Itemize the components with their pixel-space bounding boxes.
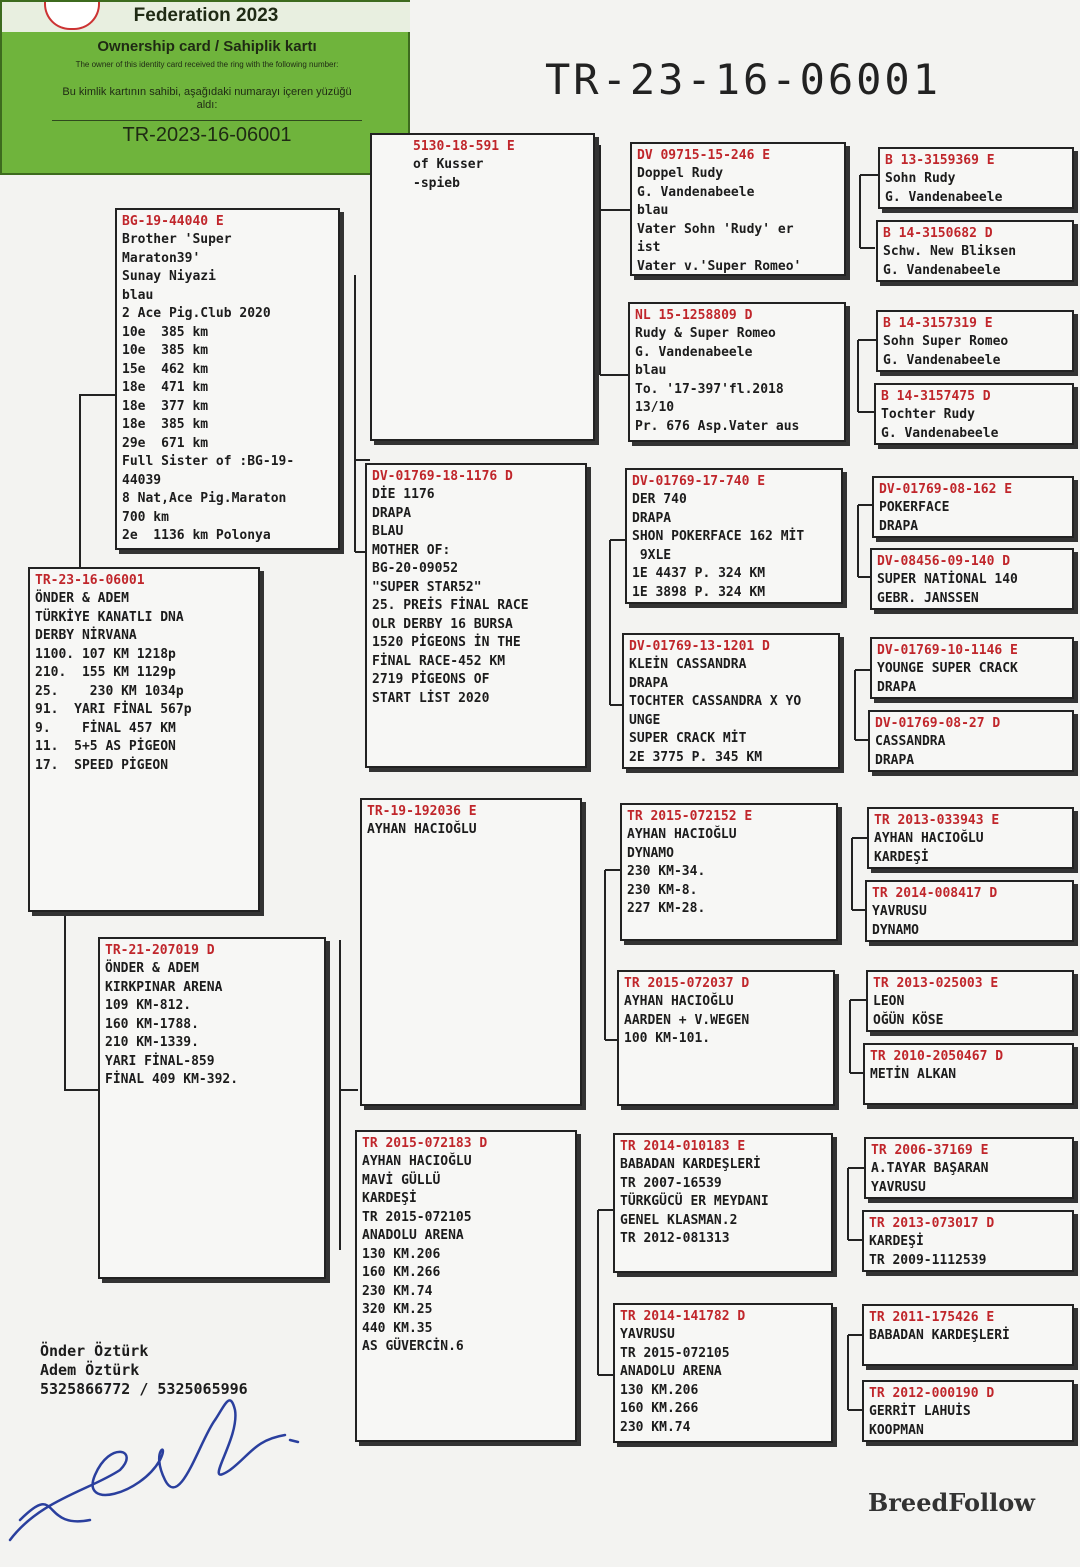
- box-line: Sohn Rudy: [885, 171, 956, 186]
- federation-logo-icon: [44, 2, 100, 30]
- box-line: DRAPA: [632, 510, 672, 526]
- box-line: TÜRKGÜCÜ ER MEYDANI: [620, 1194, 769, 1209]
- box-line: UNGE: [629, 712, 661, 728]
- box-line: 227 KM-28.: [627, 901, 706, 916]
- box-line: ÖNDER & ADEM: [105, 961, 199, 976]
- box-line: G. Vandenabeele: [637, 184, 755, 200]
- box-line: of Kusser: [413, 157, 484, 172]
- box-line: 2 Ace Pig.Club 2020: [122, 306, 271, 321]
- box-line: AYHAN HACIOĞLU: [624, 994, 734, 1009]
- pedigree-box-dam: [98, 937, 326, 1279]
- ring-number: DV-01769-18-1176 D: [372, 469, 513, 484]
- box-line: 1E 4437 P. 324 KM: [632, 566, 766, 581]
- box-line: YARI FİNAL-859: [105, 1053, 215, 1069]
- ring-number: DV-01769-17-740 E: [632, 474, 766, 489]
- box-line: Brother 'Super: [122, 232, 232, 247]
- ring-number: TR 2013-033943 E: [874, 813, 1000, 828]
- ring-number: B 14-3157475 D: [881, 389, 991, 404]
- ring-number: DV-01769-08-27 D: [875, 716, 1001, 731]
- pedigree-box-gen5-4: [874, 383, 1074, 445]
- box-line: BABADAN KARDEŞLERİ: [869, 1328, 1010, 1343]
- ring-number: DV-01769-10-1146 E: [877, 643, 1018, 658]
- box-line: 13/10: [635, 400, 675, 415]
- box-line: Full Sister of :BG-19-: [122, 454, 295, 469]
- pedigree-box-gen4-8: [613, 1303, 833, 1443]
- ring-number: B 13-3159369 E: [885, 153, 995, 168]
- box-line: YOUNGE SUPER CRACK: [877, 661, 1018, 676]
- owner-name-1: Önder Öztürk: [40, 1342, 149, 1360]
- federation-header: [2, 2, 410, 32]
- ring-number: TR 2015-072152 E: [627, 809, 753, 824]
- box-line: 130 KM.206: [362, 1246, 441, 1262]
- box-line: "SUPER STAR52": [372, 579, 482, 595]
- ring-number: TR-23-16-06001: [35, 573, 145, 588]
- pedigree-box-gen5-7: [870, 637, 1074, 699]
- box-line: 9XLE: [632, 547, 672, 563]
- card-ring-number: TR-2023-16-06001: [52, 120, 362, 147]
- box-line: DERBY NİRVANA: [35, 628, 137, 643]
- box-line: G. Vandenabeele: [885, 189, 1003, 205]
- pedigree-box-gen5-16: [862, 1380, 1074, 1442]
- pedigree-box-gen5-9: [867, 807, 1074, 869]
- box-line: DRAPA: [875, 752, 915, 768]
- box-line: OĞÜN KÖSE: [873, 1012, 944, 1028]
- box-line: YAVRUSU: [872, 904, 927, 919]
- box-line: 9. FİNAL 457 KM: [35, 720, 176, 736]
- box-line: DER 740: [632, 492, 687, 507]
- box-line: ÖNDER & ADEM: [35, 591, 129, 606]
- box-line: 18e 471 km: [122, 380, 209, 395]
- ring-number: TR 2013-025003 E: [873, 976, 999, 991]
- box-line: TÜRKİYE KANATLI DNA: [35, 609, 184, 625]
- pedigree-box-gen5-8: [868, 710, 1074, 772]
- box-line: DİE 1176: [372, 487, 435, 502]
- ring-number: TR 2010-2050467 D: [870, 1049, 1004, 1064]
- pedigree-box-gen5-11: [866, 970, 1074, 1032]
- box-line: BLAU: [372, 524, 404, 539]
- owner-name-2: Adem Öztürk: [40, 1361, 140, 1379]
- pedigree-box-gen5-10: [865, 880, 1074, 942]
- box-line: 130 KM.206: [620, 1382, 699, 1398]
- box-line: 11. 5+5 AS PİGEON: [35, 739, 176, 754]
- box-line: START LİST 2020: [372, 690, 490, 706]
- box-line: TR 2012-081313: [620, 1231, 730, 1246]
- pedigree-box-gen4-1: [630, 142, 846, 276]
- box-line: 10e 385 km: [122, 324, 209, 340]
- ring-number: DV-01769-08-162 E: [879, 482, 1013, 497]
- box-line: YAVRUSU: [871, 1179, 926, 1195]
- box-line: LEON: [873, 994, 905, 1009]
- pedigree-box-gen5-15: [862, 1304, 1074, 1366]
- pedigree-box-gen5-1: [878, 147, 1074, 209]
- box-line: KIRKPINAR ARENA: [105, 979, 223, 995]
- box-line: TR 2015-072105: [362, 1209, 472, 1225]
- box-line: ANADOLU ARENA: [620, 1364, 722, 1379]
- box-line: Sunay Niyazi: [122, 269, 216, 284]
- box-line: 29e 671 km: [122, 435, 209, 451]
- pedigree-box-gen4-5: [620, 803, 838, 941]
- ownership-card: [0, 0, 410, 175]
- box-line: 100 KM-101.: [624, 1031, 711, 1046]
- ring-number: TR 2014-010183 E: [620, 1139, 746, 1154]
- box-line: AYHAN HACIOĞLU: [362, 1154, 472, 1169]
- box-line: GERRİT LAHUİS: [869, 1404, 971, 1419]
- box-line: 700 km: [122, 509, 169, 525]
- box-line: MOTHER OF:: [372, 542, 451, 558]
- box-line: 2E 3775 P. 345 KM: [629, 749, 763, 765]
- box-line: MAVİ GÜLLÜ: [362, 1172, 441, 1188]
- box-line: ANADOLU ARENA: [362, 1228, 464, 1243]
- box-line: AYHAN HACIOĞLU: [367, 822, 477, 837]
- box-line: DYNAMO: [872, 922, 919, 938]
- pedigree-box-gen5-13: [864, 1137, 1074, 1199]
- ring-number: BG-19-44040 E: [122, 214, 224, 229]
- ring-number: TR 2013-073017 D: [869, 1216, 995, 1231]
- signature-icon: [0, 1380, 320, 1560]
- card-owner-text-tr: Bu kimlik kartının sahibi, aşağıdaki numarayı içeren yüzüğü aldı:: [62, 86, 352, 111]
- box-line: KARDEŞİ: [874, 849, 929, 865]
- box-line: A.TAYAR BAŞARAN: [871, 1161, 989, 1176]
- ring-number: DV-08456-09-140 D: [877, 554, 1011, 569]
- box-line: blau: [635, 363, 667, 378]
- pedigree-box-sire: [115, 208, 340, 550]
- box-line: 2719 PİGEONS OF: [372, 672, 490, 687]
- box-line: 210 KM-1339.: [105, 1035, 199, 1050]
- box-line: Doppel Rudy: [637, 166, 724, 181]
- ring-number: DV-01769-13-1201 D: [629, 639, 770, 654]
- box-line: ist: [637, 240, 661, 255]
- box-line: SUPER CRACK MİT: [629, 731, 747, 746]
- ring-number: TR 2012-000190 D: [869, 1386, 995, 1401]
- box-line: 10e 385 km: [122, 343, 209, 358]
- box-line: 91. YARI FİNAL 567p: [35, 702, 192, 717]
- pedigree-box-gen4-6: [617, 970, 835, 1106]
- ring-number: DV 09715-15-246 E: [637, 148, 771, 163]
- ring-number: NL 15-1258809 D: [635, 308, 753, 323]
- box-line: AS GÜVERCİN.6: [362, 1339, 464, 1354]
- box-line: G. Vandenabeele: [883, 262, 1001, 278]
- ring-number: TR 2006-37169 E: [871, 1143, 989, 1158]
- box-line: blau: [122, 287, 154, 303]
- box-line: Pr. 676 Asp.Vater aus: [635, 418, 800, 434]
- ring-number: TR 2011-175426 E: [869, 1310, 995, 1325]
- box-line: Vater v.'Super Romeo': [637, 258, 802, 274]
- box-line: Maraton39': [122, 250, 201, 266]
- pedigree-box-gen5-2: [876, 220, 1074, 282]
- ring-number: 5130-18-591 E: [413, 139, 515, 154]
- box-line: FİNAL 409 KM-392.: [105, 1072, 239, 1087]
- ring-number: TR 2014-141782 D: [620, 1309, 746, 1324]
- box-line: FİNAL RACE-452 KM: [372, 653, 506, 669]
- box-line: 109 KM-812.: [105, 998, 192, 1013]
- ring-number: TR-21-207019 D: [105, 943, 215, 958]
- pedigree-box-gen5-6: [870, 548, 1074, 610]
- pedigree-box-gen5-5: [872, 476, 1074, 538]
- box-line: 230 KM.74: [620, 1419, 691, 1435]
- ring-number: TR 2015-072183 D: [362, 1136, 488, 1151]
- box-line: 25. PREİS FİNAL RACE: [372, 598, 529, 613]
- box-line: G. Vandenabeele: [635, 344, 753, 360]
- box-line: 230 KM.74: [362, 1283, 433, 1299]
- ring-number: B 14-3150682 D: [883, 226, 993, 241]
- pedigree-box-granddam-2: [355, 1130, 577, 1442]
- ring-number: B 14-3157319 E: [883, 316, 993, 331]
- box-line: OLR DERBY 16 BURSA: [372, 616, 513, 632]
- box-line: -spieb: [413, 175, 460, 191]
- box-line: METİN ALKAN: [870, 1067, 957, 1082]
- box-line: DRAPA: [877, 679, 917, 695]
- card-type: Ownership card / Sahiplik kartı: [97, 38, 317, 55]
- box-line: Rudy & Super Romeo: [635, 326, 776, 341]
- box-line: 8 Nat,Ace Pig.Maraton: [122, 491, 287, 506]
- ring-number: TR 2014-008417 D: [872, 886, 998, 901]
- box-line: 160 KM-1788.: [105, 1016, 199, 1032]
- box-line: DYNAMO: [627, 845, 674, 861]
- box-line: AYHAN HACIOĞLU: [874, 831, 984, 846]
- box-line: Sohn Super Romeo: [883, 334, 1009, 349]
- box-line: TR 2007-16539: [620, 1175, 722, 1191]
- box-line: YAVRUSU: [620, 1327, 675, 1342]
- box-line: TR 2009-1112539: [869, 1252, 987, 1268]
- box-line: 210. 155 KM 1129p: [35, 665, 176, 680]
- box-line: TR 2015-072105: [620, 1345, 730, 1361]
- box-line: AARDEN + V.WEGEN: [624, 1012, 750, 1028]
- box-line: 1520 PİGEONS İN THE: [372, 635, 521, 650]
- box-line: 160 KM.266: [362, 1265, 441, 1280]
- card-owner-text-en: The owner of this identity card received the ring with the following number:: [75, 60, 339, 69]
- box-line: To. '17-397'fl.2018: [635, 381, 784, 397]
- box-line: CASSANDRA: [875, 734, 946, 749]
- box-line: 44039: [122, 472, 162, 488]
- box-line: Tochter Rudy: [881, 407, 975, 422]
- box-line: blau: [637, 203, 669, 218]
- box-line: 230 KM-34.: [627, 864, 706, 879]
- box-line: TOCHTER CASSANDRA X YO: [629, 694, 802, 709]
- box-line: 18e 385 km: [122, 417, 209, 432]
- pedigree-box-gen4-4: [622, 633, 840, 769]
- box-line: 18e 377 km: [122, 398, 209, 414]
- box-line: KOOPMAN: [869, 1422, 924, 1438]
- box-line: Vater Sohn 'Rudy' er: [637, 221, 794, 237]
- pedigree-box-gen5-12: [863, 1043, 1074, 1105]
- box-line: BABADAN KARDEŞLERİ: [620, 1157, 761, 1172]
- pedigree-box-gen4-2: [628, 302, 846, 442]
- box-line: BG-20-09052: [372, 561, 459, 576]
- box-line: SUPER NATİONAL 140: [877, 572, 1018, 587]
- box-line: 2e 1136 km Polonya: [122, 528, 271, 543]
- ring-number: TR-19-192036 E: [367, 804, 477, 819]
- box-line: DRAPA: [879, 518, 919, 534]
- box-line: POKERFACE: [879, 500, 950, 515]
- box-line: DRAPA: [629, 675, 669, 691]
- box-line: KLEİN CASSANDRA: [629, 657, 747, 672]
- pedigree-box-granddam-1: [365, 463, 587, 768]
- box-line: 440 KM.35: [362, 1320, 433, 1336]
- brand-logo: BreedFollow: [868, 1488, 1035, 1517]
- box-line: GEBR. JANSSEN: [877, 590, 979, 606]
- pedigree-box-gen4-7: [613, 1133, 833, 1273]
- box-line: 25. 230 KM 1034p: [35, 683, 184, 699]
- box-line: GENEL KLASMAN.2: [620, 1212, 738, 1228]
- box-line: 160 KM.266: [620, 1401, 699, 1416]
- owner-phones: 5325866772 / 5325065996: [40, 1380, 248, 1398]
- box-line: AYHAN HACIOĞLU: [627, 827, 737, 842]
- box-line: 230 KM-8.: [627, 882, 698, 898]
- box-line: DRAPA: [372, 505, 412, 521]
- box-line: 17. SPEED PİGEON: [35, 757, 169, 773]
- box-line: 15e 462 km: [122, 361, 209, 377]
- pedigree-box-gen5-14: [862, 1210, 1074, 1272]
- pedigree-title: TR-23-16-06001: [545, 55, 942, 104]
- pedigree-box-gen4-3: [625, 468, 843, 604]
- box-line: Schw. New Bliksen: [883, 244, 1017, 259]
- box-line: KARDEŞİ: [869, 1234, 924, 1249]
- box-line: G. Vandenabeele: [883, 352, 1001, 368]
- federation-name: Federation 2023: [133, 5, 279, 26]
- box-line: 1E 3898 P. 324 KM: [632, 584, 766, 600]
- ring-number: TR 2015-072037 D: [624, 976, 750, 991]
- box-line: KARDEŞİ: [362, 1191, 417, 1206]
- box-line: SHON POKERFACE 162 MİT: [632, 529, 805, 544]
- pedigree-box-subject: [28, 567, 260, 912]
- box-line: 1100. 107 KM 1218p: [35, 646, 176, 662]
- pedigree-box-grandsire-1: [370, 133, 595, 441]
- pedigree-box-grandsire-2: [360, 798, 582, 1106]
- pedigree-box-gen5-3: [876, 310, 1074, 372]
- box-line: 320 KM.25: [362, 1302, 433, 1317]
- box-line: G. Vandenabeele: [881, 425, 999, 441]
